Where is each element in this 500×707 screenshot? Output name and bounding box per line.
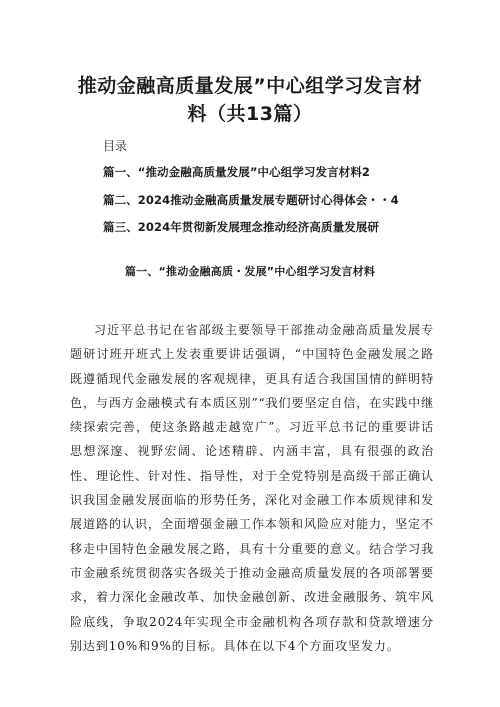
- body-paragraph: 习近平总书记在省部级主要领导干部推动金融高质量发展专题研讨班开班式上发表重要讲话强调，“中国特色金融发展之路既遵循现代金融发展的客观规律，更具有适合我国国情的鲜明特色，与西方金融模式有本质区别”“我们要坚定自信，在实践中继续探索完善，使这条路越走越宽广”。习近平总书记的重要讲话思想深邃、视野宏阔、论述精辟、内涵丰富，具有很强的政治性、理论性、针对性、指导性，对于全党特别是高级干部正确认识我国金融发展面临的形势任务，深化对金融工作本质规律和发展道路的认识，全面增强金融工作本领和风险应对能力，坚定不移走中国特色金融发展之路，具有十分重要的意义。结合学习我市金融系统贯彻落实各级关于推动金融高质量发展的各项部署要求，着力深化金融改革、加快金融创新、改进金融服务、筑牢风险底线，争取2024年实现全市金融机构各项存款和贷款增速分别达到10%和9%的目标。具体在以下4个方面攻坚发力。: [70, 323, 434, 653]
- document-title: 推动金融高质量发展”中心组学习发言材料（共13篇）: [77, 75, 423, 125]
- toc-entry-3[interactable]: 篇三、2024年贯彻新发展理念推动经济高质量发展研: [103, 220, 380, 234]
- toc-label: 目录: [103, 139, 128, 153]
- section-heading: 篇一、“推动金融高质・发展”中心组学习发言材料: [124, 265, 376, 278]
- toc-entry-2[interactable]: 篇二、2024推动金融高质量发展专题研讨心得体会・・4: [103, 193, 399, 207]
- toc-entry-1[interactable]: 篇一、“推动金融高质量发展”中心组学习发言材料2: [103, 165, 371, 179]
